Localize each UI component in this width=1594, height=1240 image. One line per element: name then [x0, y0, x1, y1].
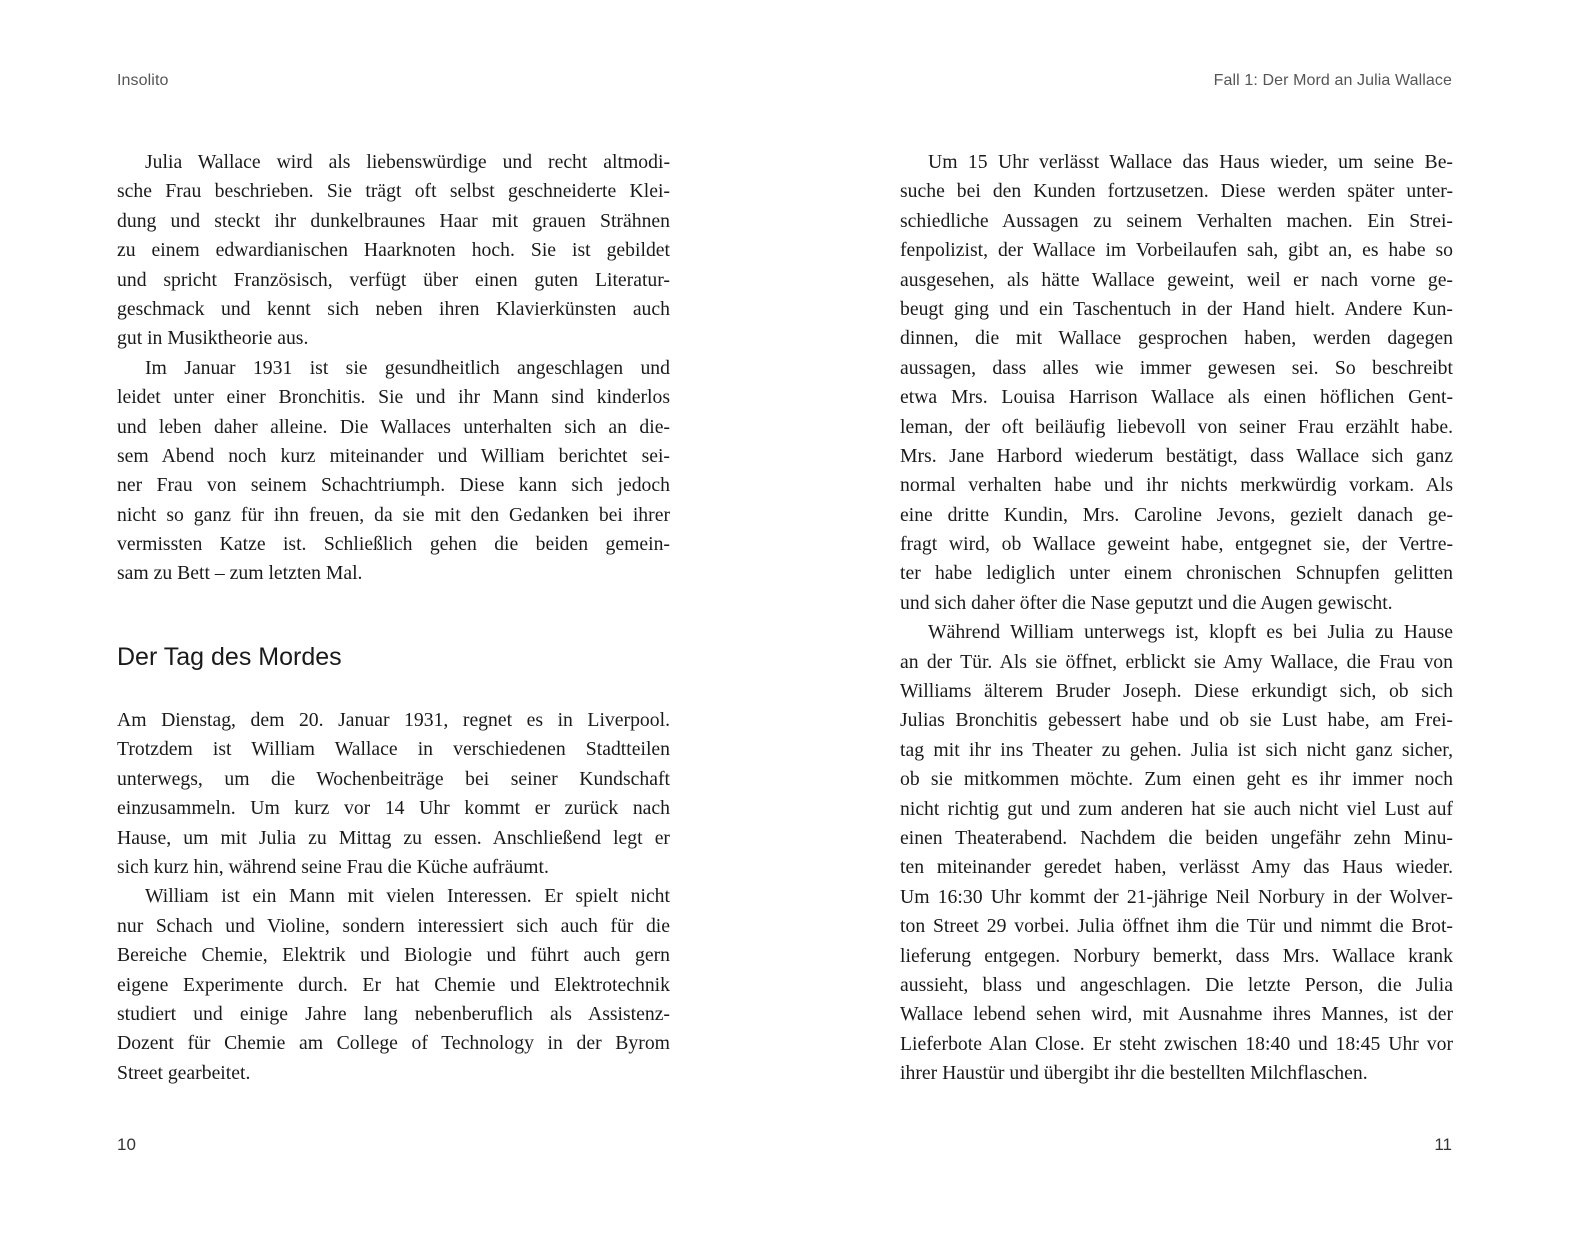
text-line: leman, der oft beiläufig liebevoll von seiner Frau erzählt habe.	[900, 415, 1453, 438]
text-line: Wallace lebend sehen wird, mit Ausnahme ihres Mannes, ist der	[900, 1003, 1453, 1026]
text-line: Mrs. Jane Harbord wiederum bestätigt, dass Wallace sich ganz	[900, 444, 1453, 467]
text-line: ausgesehen, als hätte Wallace geweint, weil er nach vorne ge-	[900, 268, 1453, 291]
right-page	[797, 0, 1594, 1240]
text-line: dinnen, die mit Wallace gesprochen haben, werden dagegen	[900, 327, 1453, 350]
text-line: lieferung entgegen. Norbury bemerkt, dass Mrs. Wallace krank	[900, 944, 1453, 967]
text-line: Während William unterwegs ist, klopft es bei Julia zu Hause	[928, 621, 1453, 644]
text-line: tag mit ihr ins Theater zu gehen. Julia ist sich nicht ganz sicher,	[900, 738, 1453, 761]
text-line: Julia Wallace wird als liebenswürdige und recht altmodi-	[145, 151, 670, 173]
text-line: Williams älterem Bruder Joseph. Diese erkundigt sich, ob sich	[900, 680, 1453, 703]
text-line: unterwegs, um die Wochenbeiträge bei seiner Kundschaft	[117, 767, 670, 790]
text-line: ob sie mitkommen möchte. Zum einen geht es ihr immer noch	[900, 768, 1453, 791]
text-line: Trotzdem ist William Wallace in verschiedenen Stadtteilen	[117, 738, 670, 761]
text-block-right	[900, 148, 1453, 1089]
page-number-left: 10	[117, 1135, 136, 1154]
paragraph	[117, 706, 670, 882]
text-line: und leben daher alleine. Die Wallaces unterhalten sich an die-	[117, 415, 670, 438]
text-line: leidet unter einer Bronchitis. Sie und ihr Mann sind kinderlos	[117, 386, 670, 409]
text-line: ter habe lediglich unter einem chronischen Schnupfen gelitten	[900, 562, 1453, 585]
text-line: Dozent für Chemie am College of Technology in der Byrom	[117, 1032, 670, 1055]
text-line: einen Theaterabend. Nachdem die beiden ungefähr zehn Minu-	[900, 826, 1453, 849]
running-head-right: Fall 1: Der Mord an Julia Wallace	[1213, 72, 1452, 89]
text-line: Street gearbeitet.	[117, 1061, 251, 1084]
text-line: ten miteinander geredet haben, verlässt Amy das Haus wieder.	[900, 856, 1453, 879]
text-line: dung und steckt ihr dunkelbraunes Haar mit grauen Strähnen	[117, 209, 670, 232]
text-line: ihrer Haustür und übergibt ihr die bestellten Milchflaschen.	[900, 1062, 1368, 1085]
text-line: schiedliche Aussagen zu seinem Verhalten machen. Ein Strei-	[900, 209, 1453, 232]
text-line: vermissten Katze ist. Schließlich gehen die beiden gemein-	[117, 533, 670, 556]
text-line: ner Frau von seinem Schachtriumph. Diese kann sich jedoch	[117, 474, 670, 497]
text-line: etwa Mrs. Louisa Harrison Wallace als einen höflichen Gent-	[900, 386, 1453, 409]
text-line: studiert und einige Jahre lang nebenberuflich als Assistenz-	[117, 1002, 670, 1025]
text-line: nicht richtig gut und zum anderen hat sie auch nicht viel Lust auf	[900, 797, 1453, 820]
text-line: Um 16:30 Uhr kommt der 21-jährige Neil Norbury in der Wolver-	[900, 885, 1453, 908]
page-number-right: 11	[1434, 1135, 1452, 1154]
text-line: sam zu Bett – zum letzten Mal.	[117, 562, 363, 585]
text-line: gut in Musiktheorie aus.	[117, 327, 309, 350]
text-line: sem Abend noch kurz miteinander und William berichtet sei-	[117, 444, 670, 467]
text-block-left-top	[117, 148, 670, 589]
text-line: und sich daher öfter die Nase geputzt und die Augen gewischt.	[900, 591, 1393, 614]
text-line: eine dritte Kundin, Mrs. Caroline Jevons, gezielt danach ge-	[900, 503, 1453, 526]
text-line: Um 15 Uhr verlässt Wallace das Haus wieder, um seine Be-	[928, 151, 1453, 173]
text-line: aussagen, dass alles wie immer gewesen sei. So beschreibt	[900, 356, 1453, 379]
text-line: Bereiche Chemie, Elektrik und Biologie und führt auch gern	[117, 944, 670, 967]
text-line: nur Schach und Violine, sondern interessiert sich auch für die	[117, 914, 670, 937]
text-line: ton Street 29 vorbei. Julia öffnet ihm die Tür und nimmt die Brot-	[900, 915, 1453, 938]
text-line: geschmack und kennt sich neben ihren Klavierkünsten auch	[117, 297, 670, 320]
text-line: sche Frau beschrieben. Sie trägt oft selbst geschneiderte Klei-	[117, 180, 670, 203]
text-line: Hause, um mit Julia zu Mittag zu essen. Anschließend legt er	[117, 826, 670, 849]
text-line: und spricht Französisch, verfügt über einen guten Literatur-	[117, 268, 670, 291]
text-line: William ist ein Mann mit vielen Interessen. Er spielt nicht	[145, 885, 670, 908]
text-line: fragt wird, ob Wallace geweint habe, entgegnet sie, der Vertre-	[900, 533, 1453, 556]
text-line: Im Januar 1931 ist sie gesundheitlich angeschlagen und	[145, 356, 670, 379]
paragraph	[117, 148, 670, 354]
paragraph	[117, 882, 670, 1088]
text-line: Julias Bronchitis gebessert habe und ob sie Lust habe, am Frei-	[900, 709, 1453, 732]
text-block-left-bottom	[117, 706, 670, 1088]
section-heading: Der Tag des Mordes	[117, 643, 342, 671]
text-line: suche bei den Kunden fortzusetzen. Diese werden später unter-	[900, 180, 1453, 203]
running-head-left: Insolito	[117, 72, 169, 89]
text-line: nicht so ganz für ihn freuen, da sie mit den Gedanken bei ihrer	[117, 503, 670, 526]
text-line: beugt ging und ein Taschentuch in der Hand hielt. Andere Kun-	[900, 297, 1453, 320]
text-line: aussieht, blass und angeschlagen. Die letzte Person, die Julia	[900, 973, 1453, 996]
text-line: an der Tür. Als sie öffnet, erblickt sie Amy Wallace, die Frau von	[900, 650, 1453, 673]
paragraph	[900, 148, 1453, 618]
text-line: eigene Experimente durch. Er hat Chemie und Elektrotechnik	[117, 973, 670, 996]
text-line: zu einem edwardianischen Haarknoten hoch. Sie ist gebildet	[117, 239, 670, 262]
text-line: fenpolizist, der Wallace im Vorbeilaufen sah, gibt an, es habe so	[900, 239, 1453, 262]
text-line: sich kurz hin, während seine Frau die Küche aufräumt.	[117, 855, 549, 878]
text-line: normal verhalten habe und ihr nichts merkwürdig vorkam. Als	[900, 474, 1453, 497]
text-line: Am Dienstag, dem 20. Januar 1931, regnet es in Liverpool.	[117, 709, 670, 731]
paragraph	[117, 354, 670, 589]
text-line: Lieferbote Alan Close. Er steht zwischen 18:40 und 18:45 Uhr vor	[900, 1032, 1453, 1055]
text-line: einzusammeln. Um kurz vor 14 Uhr kommt er zurück nach	[117, 797, 670, 820]
paragraph	[900, 618, 1453, 1088]
